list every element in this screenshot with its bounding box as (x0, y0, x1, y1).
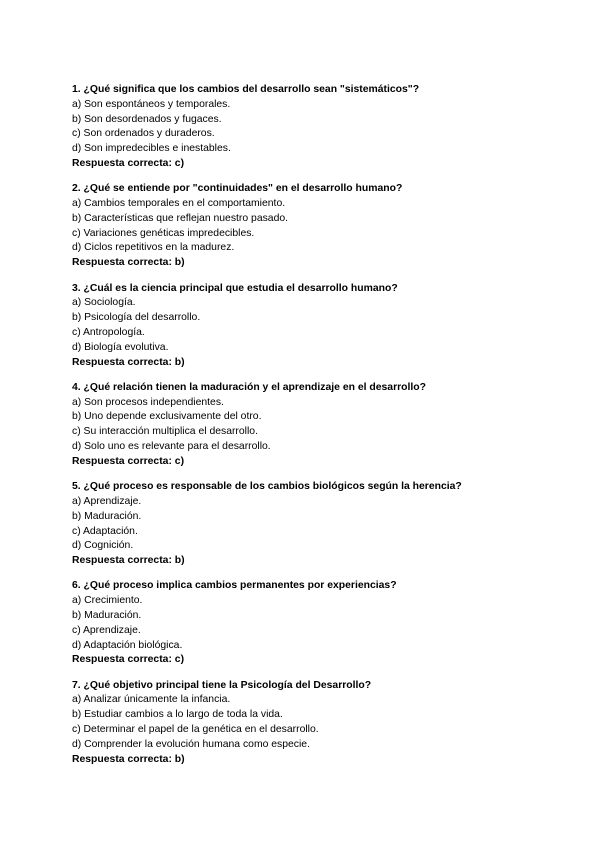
answer-option: b) Características que reflejan nuestro pasado. (72, 212, 289, 224)
answer-option: b) Maduración. (72, 510, 142, 522)
answer-option: b) Estudiar cambios a lo largo de toda la vida. (72, 709, 283, 721)
question-title: 2. ¿Qué se entiende por "continuidades" en el desarrollo humano? (72, 183, 403, 195)
answer-option: b) Uno depende exclusivamente del otro. (72, 411, 262, 423)
answer-option: a) Crecimiento. (72, 595, 143, 607)
question-list (72, 83, 542, 778)
answer-option: a) Son procesos independientes. (72, 396, 224, 408)
question-block (72, 182, 542, 271)
answer-option: a) Sociología. (72, 297, 136, 309)
correct-answer: Respuesta correcta: b) (72, 257, 185, 269)
answer-option: c) Su interacción multiplica el desarrollo. (72, 426, 258, 438)
answer-option: d) Biología evolutiva. (72, 341, 169, 353)
correct-answer: Respuesta correcta: b) (72, 356, 185, 368)
correct-answer: Respuesta correcta: c) (72, 157, 185, 169)
question-title: 5. ¿Qué proceso es responsable de los cambios biológicos según la herencia? (72, 481, 462, 493)
answer-option: c) Variaciones genéticas impredecibles. (72, 227, 255, 239)
answer-option: c) Aprendizaje. (72, 624, 141, 636)
question-block (72, 579, 542, 668)
answer-option: d) Son impredecibles e inestables. (72, 143, 231, 155)
question-title: 6. ¿Qué proceso implica cambios permanentes por experiencias? (72, 580, 397, 592)
answer-option: b) Son desordenados y fugaces. (72, 113, 222, 125)
answer-option: c) Adaptación. (72, 525, 138, 537)
question-title: 1. ¿Qué significa que los cambios del desarrollo sean "sistemáticos"? (72, 84, 420, 95)
answer-option: d) Solo uno es relevante para el desarrollo. (72, 441, 271, 453)
answer-option: a) Analizar únicamente la infancia. (72, 694, 231, 706)
correct-answer: Respuesta correcta: b) (72, 555, 185, 567)
answer-option: b) Psicología del desarrollo. (72, 312, 201, 324)
question-block (72, 480, 542, 569)
question-title: 7. ¿Qué objetivo principal tiene la Psicología del Desarrollo? (72, 679, 372, 691)
answer-option: c) Determinar el papel de la genética en el desarrollo. (72, 724, 319, 736)
answer-option: c) Antropología. (72, 326, 145, 338)
answer-option: a) Son espontáneos y temporales. (72, 98, 231, 110)
question-block (72, 381, 542, 470)
question-block (72, 83, 542, 172)
answer-option: a) Cambios temporales en el comportamiento. (72, 198, 286, 210)
question-block (72, 282, 542, 371)
answer-option: a) Aprendizaje. (72, 495, 142, 507)
correct-answer: Respuesta correcta: c) (72, 455, 185, 467)
answer-option: d) Cognición. (72, 540, 134, 552)
answer-option: d) Comprender la evolución humana como especie. (72, 738, 310, 750)
question-title: 4. ¿Qué relación tienen la maduración y el aprendizaje en el desarrollo? (72, 381, 426, 393)
answer-option: d) Adaptación biológica. (72, 639, 183, 651)
answer-option: c) Son ordenados y duraderos. (72, 128, 215, 140)
question-block (72, 679, 542, 768)
question-title: 3. ¿Cuál es la ciencia principal que estudia el desarrollo humano? (72, 282, 398, 294)
answer-option: b) Maduración. (72, 610, 142, 621)
correct-answer: Respuesta correcta: b) (72, 753, 185, 765)
answer-option: d) Ciclos repetitivos en la madurez. (72, 242, 235, 254)
correct-answer: Respuesta correcta: c) (72, 654, 185, 666)
